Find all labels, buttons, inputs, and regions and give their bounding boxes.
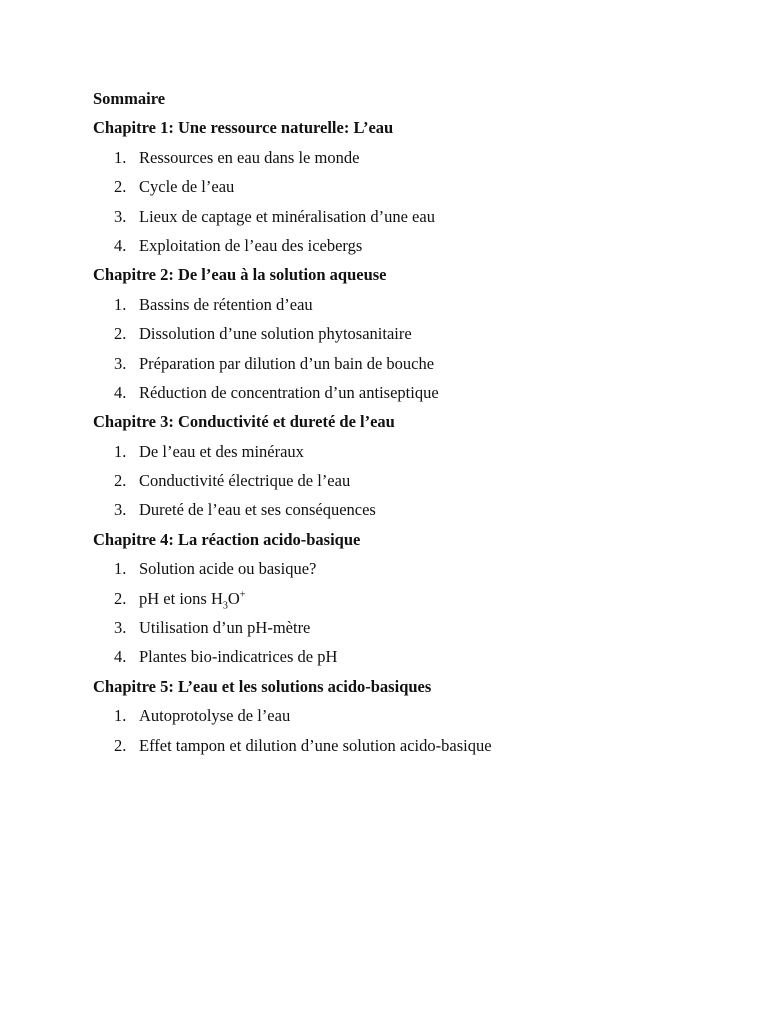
list-item [93,554,733,583]
list-item [93,319,733,348]
item-number: 1. [114,559,127,579]
item-text: Conductivité électrique de l’eau [139,471,351,491]
list-item [93,172,733,201]
item-text: Exploitation de l’eau des icebergs [139,235,363,255]
subscript: 3 [222,599,228,611]
item-text: Ressources en eau dans le monde [139,147,360,167]
list-item [93,143,733,172]
item-text: Utilisation d’un pH-mètre [139,618,311,638]
table-of-contents [93,84,733,760]
list-item [93,613,733,642]
item-number: 3. [114,353,127,373]
toc-title: Sommaire [93,89,166,108]
item-text: Dureté de l’eau et ses conséquences [139,500,376,520]
list-item [93,202,733,231]
item-number: 3. [114,500,127,520]
chapter-heading-5: Chapitre 5: L’eau et les solutions acido-basiques [93,676,432,696]
item-number: 2. [114,588,127,608]
item-number: 2. [114,735,127,755]
item-number: 1. [114,706,127,726]
superscript: + [239,589,246,601]
item-text: pH et ions H [139,588,223,608]
item-number: 4. [114,235,127,255]
item-text-continued: O [227,588,240,608]
list-item [93,642,733,671]
item-text: Préparation par dilution d’un bain de bouche [139,353,435,373]
list-item [93,701,733,730]
item-text: Dissolution d’une solution phytosanitaire [139,324,412,344]
item-number: 1. [114,294,127,314]
item-number: 2. [114,324,127,344]
item-text: Effet tampon et dilution d’une solution acido-basique [139,735,492,755]
list-item [93,231,733,260]
item-number: 2. [114,471,127,491]
item-text: De l’eau et des minéraux [139,441,304,461]
chapter-heading-1: Chapitre 1: Une ressource naturelle: L’eau [93,118,394,138]
item-text: Plantes bio-indicatrices de pH [139,647,338,667]
chapter-heading-2: Chapitre 2: De l’eau à la solution aqueuse [93,265,387,285]
list-item [93,349,733,378]
item-text: Solution acide ou basique? [139,559,317,579]
item-text: Autoprotolyse de l’eau [139,706,291,726]
item-text: Bassins de rétention d’eau [139,294,313,314]
item-number: 2. [114,177,127,197]
chapter-heading-3: Chapitre 3: Conductivité et dureté de l’eau [93,412,395,432]
item-number: 1. [114,441,127,461]
item-number: 1. [114,147,127,167]
list-item [93,495,733,524]
list-item [93,584,733,613]
item-number: 4. [114,647,127,667]
list-item [93,731,733,760]
item-text: Cycle de l’eau [139,177,235,197]
list-item [93,437,733,466]
chapter-heading-4: Chapitre 4: La réaction acido-basique [93,529,361,549]
list-item [93,378,733,407]
item-text: Réduction de concentration d’un antiseptique [139,382,439,402]
list-item [93,466,733,495]
item-number: 4. [114,382,127,402]
item-number: 3. [114,618,127,638]
list-item [93,290,733,319]
item-text: Lieux de captage et minéralisation d’une eau [139,206,435,226]
item-number: 3. [114,206,127,226]
